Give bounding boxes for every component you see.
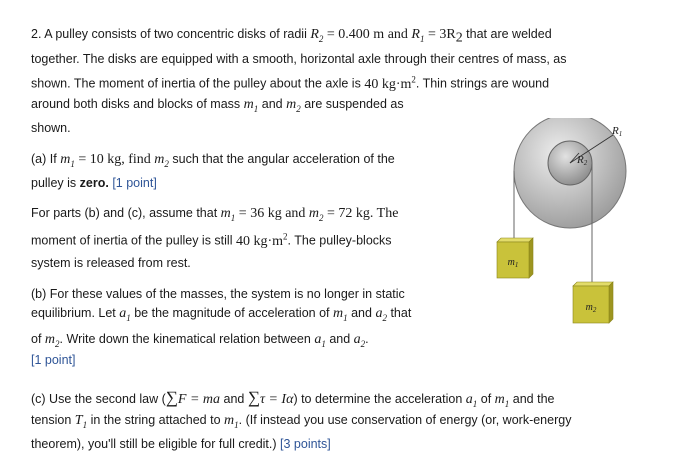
part-b-points: [1 point] [31, 353, 76, 367]
part-b-line-3: of $m_2$. Write down the kinematical relation between $a_1$ and $a_2$. [31, 332, 369, 349]
parts-bc-line-3: system is released from rest. [31, 256, 191, 270]
intro-text: A pulley consists of two concentric disks of radii [44, 27, 307, 41]
problem-line-1: 2. A pulley consists of two concentric disks of radii $R_2 = 0.400$ m and $R_1 = 3R_2$ that are welded [31, 27, 552, 46]
label-r1: R1 [612, 125, 623, 138]
part-c-line-1: (c) Use the second law (∑F = ma and ∑τ = Iα) to determine the acceleration $a_1$ of $m_1$ and the [31, 388, 555, 409]
part-a-line-2: pulley is zero. [1 point] [31, 176, 157, 190]
problem-line-5: shown. [31, 121, 71, 135]
parts-bc-line-1: For parts (b) and (c), assume that $m_1 = 36$ kg and $m_2 = 72$ kg. The [31, 206, 399, 223]
problem-number: 2. [31, 27, 42, 41]
svg-text:m1: $m_1$ [507, 257, 519, 269]
block-m2 [573, 282, 613, 323]
zero-emphasis: zero. [79, 176, 109, 190]
inertia-value: 40 $kg\cdot m^2$ [364, 74, 416, 92]
symbol-r2: $R_2$ [310, 27, 324, 44]
part-b-line-2: equilibrium. Let $a_1$ be the magnitude of acceleration of $m_1$ and $a_2$ that [31, 306, 412, 323]
svg-text:m2: $m_2$ [585, 302, 597, 314]
symbol-r1: $R_1$ [411, 27, 425, 44]
part-a-points: [1 point] [112, 176, 157, 190]
parts-bc-line-2: moment of inertia of the pulley is still 40 $kg\cdot m^2$. The pulley-blocks [31, 231, 392, 249]
problem-line-2: together. The disks are equipped with a smooth, horizontal axle through their centres of mass, as [31, 52, 567, 66]
problem-line-4: around both disks and blocks of mass $m_1$ and $m_2$ are suspended as [31, 97, 404, 114]
part-b-line-1: (b) For these values of the masses, the system is no longer in static [31, 287, 405, 301]
part-c-line-3: theorem), you'll still be eligible for full credit.) [3 points] [31, 437, 331, 451]
part-a-line-1: (a) If $m_1 = 10$ kg, find $m_2$ such that the angular acceleration of the [31, 152, 395, 169]
part-c-line-2: tension $T_1$ in the string attached to $m_1$. (If instead you use conservation of energy (or, work-energy [31, 413, 572, 430]
problem-line-3: shown. The moment of inertia of the pulley about the axle is 40 $kg\cdot m^2$. Thin strings are wound [31, 74, 550, 92]
part-c-points: [3 points] [280, 437, 331, 451]
pulley-diagram [495, 118, 675, 358]
block-m1 [497, 238, 533, 278]
label-r2: R2 [577, 154, 588, 167]
